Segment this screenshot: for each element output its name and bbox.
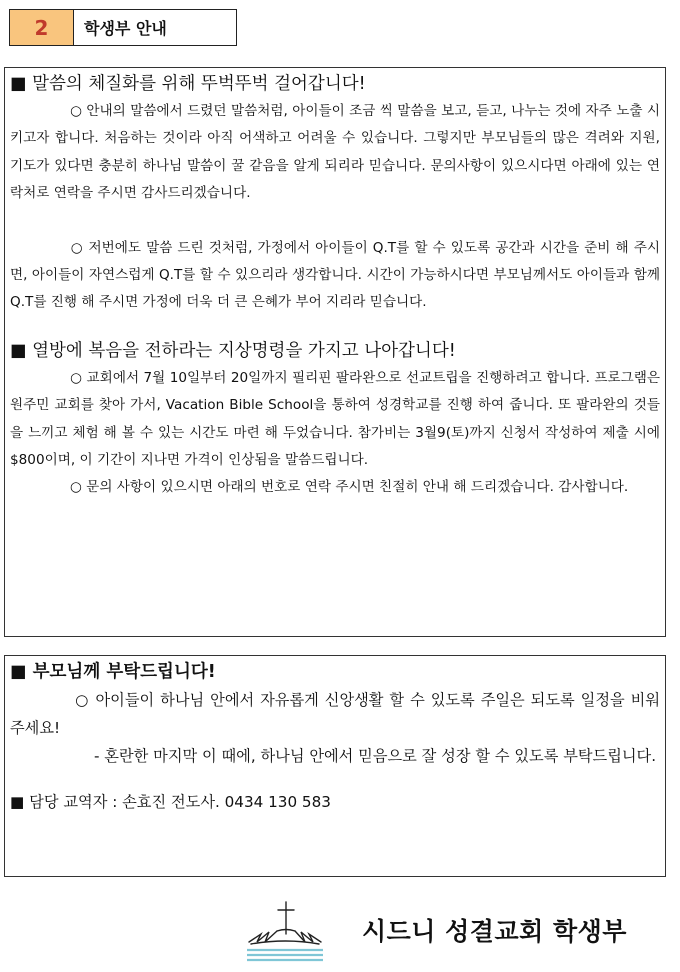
church-cross-logo-icon — [243, 898, 325, 966]
contact-info: ■ 담당 교역자 : 손효진 전도사. 0434 130 583 — [10, 793, 331, 811]
footer-title: 시드니 성결교회 학생부 — [362, 917, 627, 946]
heading-parents: ■ 부모님께 부탁드립니다! — [10, 662, 216, 682]
notice-box-main — [4, 67, 666, 637]
paragraph-mission-trip: ○ 교회에서 7월 10일부터 20일까지 필리핀 팔라완으로 선교트립을 진행하려고 합니다. 프로그램은 원주민 교회를 찾아 가서, Vacation Bible School을 통하여 성경학교를 진행 하여 줍니다. 또 팔라완의 것들을 느끼고 체험 해 볼 수 있는 시간도 마련 해 두었습니다. 참가비는 3월9(토)까지 신청서 작성하여 제출 시에 $800이며, 이 기간이 지나면 가격이 인상됨을 말씀드립니다. — [10, 369, 660, 469]
section-number: 2 — [10, 10, 74, 45]
paragraph-sunday: ○ 아이들이 하나님 안에서 자유롭게 신앙생활 할 수 있도록 주일은 되도록 일정을 비워 주세요! — [10, 691, 660, 737]
paragraph-qt: ○ 저번에도 말씀 드린 것처럼, 가정에서 아이들이 Q.T를 할 수 있도록 공간과 시간을 준비 해 주시면, 아이들이 자연스럽게 Q.T를 할 수 있으리라 생각합니다. 시간이 가능하시다면 부모님께서도 아이들과 함께 Q.T를 진행 해 주시면 가정에 더욱 더 큰 은혜가 부어 지리라 믿습니다. — [10, 239, 660, 311]
heading-mission: ■ 열방에 복음을 전하라는 지상명령을 가지고 나아갑니다! — [10, 340, 456, 361]
section-title: 학생부 안내 — [84, 19, 167, 38]
paragraph-word-intro: ○ 안내의 말씀에서 드렸던 말씀처럼, 아이들이 조금 씩 말씀을 보고, 듣고, 나누는 것에 자주 노출 시키고자 합니다. 처음하는 것이라 아직 어색하고 어려울 수 있습니다. 그렇지만 부모님들의 많은 격려와 지원, 기도가 있다면 충분히 하나님 말씀이 꿀 같음을 알게 되리라 믿습니다. 문의사항이 있으시다면 아래에 있는 연락처로 연락을 주시면 감사드리겠습니다. — [10, 103, 660, 202]
heading-word: ■ 말씀의 체질화를 위해 뚜벅뚜벅 걸어갑니다! — [10, 74, 366, 94]
notice-box-parents — [4, 655, 666, 877]
paragraph-growth: - 혼란한 마지막 이 때에, 하나님 안에서 믿음으로 잘 성장 할 수 있도록 부탁드립니다. — [94, 747, 657, 765]
section-header — [9, 9, 237, 46]
paragraph-inquiry: ○ 문의 사항이 있으시면 아래의 번호로 연락 주시면 친절히 안내 해 드리겠습니다. 감사합니다. — [70, 479, 629, 496]
